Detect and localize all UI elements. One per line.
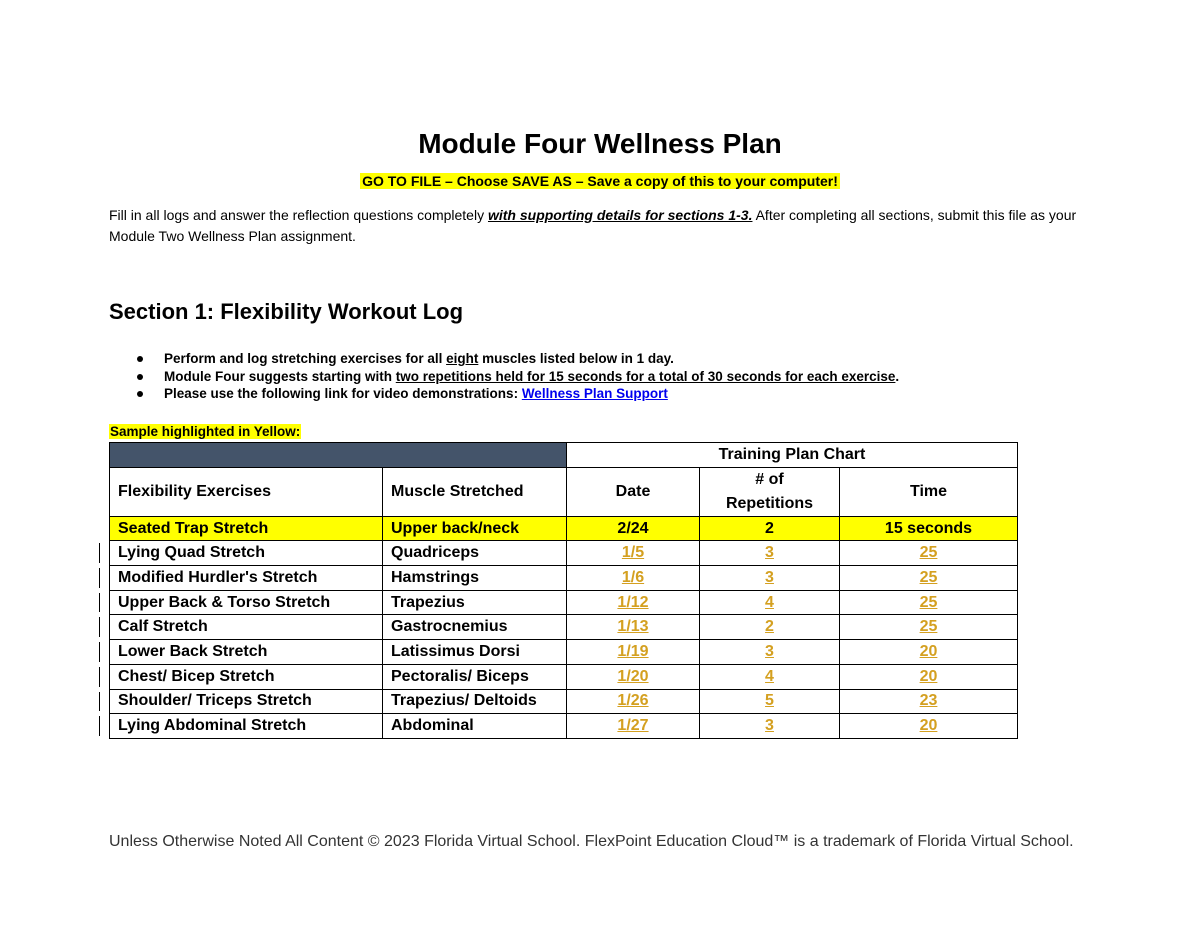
time-value: 20: [919, 667, 938, 685]
table-title-row: [110, 443, 1018, 468]
muscle-value: Hamstrings: [391, 568, 480, 586]
sample-exercise: Seated Trap Stretch: [110, 516, 383, 541]
date-value: 1/12: [617, 593, 649, 611]
copyright-footer: Unless Otherwise Noted All Content © 2023 Florida Virtual School. FlexPoint Education Cloud™ is a trademark of Florida Virtual School.: [109, 833, 1074, 850]
repetitions-value: 4: [765, 593, 774, 611]
repetitions-value: 3: [765, 717, 774, 735]
time-value: 20: [919, 717, 938, 735]
muscle-value: Gastrocnemius: [391, 618, 508, 636]
exercise-value: Lower Back Stretch: [118, 642, 268, 660]
table-row: [110, 664, 1018, 689]
cell-time[interactable]: [840, 714, 1018, 739]
time-value: 25: [919, 568, 938, 586]
cell-exercise[interactable]: [110, 640, 383, 665]
cell-time[interactable]: [840, 689, 1018, 714]
flexibility-log-table: [109, 442, 1018, 739]
instruction-text: Module Four suggests starting with: [164, 368, 396, 384]
cell-date[interactable]: [567, 541, 700, 566]
instruction-item: [109, 350, 899, 368]
cell-exercise[interactable]: [110, 615, 383, 640]
cell-repetitions[interactable]: [700, 615, 840, 640]
save-notice-text: GO TO FILE – Choose SAVE AS – Save a copy of this to your computer!: [362, 173, 838, 189]
cell-muscle[interactable]: [383, 689, 567, 714]
date-value: 1/5: [621, 544, 645, 562]
cell-exercise[interactable]: [110, 689, 383, 714]
table-header-shade: [110, 443, 567, 468]
table-row: [110, 566, 1018, 591]
exercise-value: Modified Hurdler's Stretch: [118, 568, 318, 586]
cell-exercise[interactable]: [110, 714, 383, 739]
time-value: 25: [919, 544, 938, 562]
instruction-text: muscles listed below in 1 day.: [478, 351, 674, 366]
sample-row: [110, 516, 1018, 541]
training-plan-chart-title: Training Plan Chart: [567, 443, 1018, 468]
date-value: 1/20: [617, 667, 649, 685]
date-value: 1/13: [617, 618, 649, 636]
cell-repetitions[interactable]: [700, 640, 840, 665]
table-header-row: [110, 467, 1018, 516]
intro-text-2: After completing all sections, submit this file as your Module Two Wellness Plan assignment.: [109, 207, 1077, 244]
sample-date: 2/24: [567, 516, 700, 541]
instruction-text: Please use the following link for video demonstrations:: [164, 386, 522, 401]
cell-muscle[interactable]: [383, 615, 567, 640]
cell-date[interactable]: [567, 664, 700, 689]
repetitions-value: 4: [765, 667, 774, 685]
repetitions-value: 3: [765, 568, 774, 586]
repetitions-value: 5: [765, 692, 774, 710]
cell-time[interactable]: [840, 615, 1018, 640]
repetitions-value: 2: [765, 618, 774, 636]
muscle-value: Trapezius: [391, 593, 465, 611]
instruction-text: Perform and log stretching exercises for all: [164, 351, 447, 366]
section-title: Section 1: Flexibility Workout Log: [109, 299, 464, 324]
cell-repetitions[interactable]: [700, 590, 840, 615]
exercise-value: Chest/ Bicep Stretch: [118, 667, 275, 685]
cell-exercise[interactable]: [110, 541, 383, 566]
cell-time[interactable]: [840, 566, 1018, 591]
exercise-value: Lying Abdominal Stretch: [118, 717, 307, 735]
repetitions-value: 3: [765, 642, 774, 660]
row-marker: [99, 543, 100, 563]
time-value: 23: [919, 692, 938, 710]
instruction-item: [109, 368, 899, 386]
row-marker: [99, 716, 100, 736]
cell-muscle[interactable]: [383, 640, 567, 665]
cell-exercise[interactable]: [110, 566, 383, 591]
intro-text-1: Fill in all logs and answer the reflection questions completely: [109, 207, 488, 223]
instruction-underline: two repetitions held for 15 seconds for a total of 30 seconds for each exercise: [395, 368, 896, 384]
muscle-value: Quadriceps: [391, 544, 480, 562]
sample-repetitions: 2: [700, 516, 840, 541]
cell-muscle[interactable]: [383, 714, 567, 739]
cell-muscle[interactable]: [383, 566, 567, 591]
table-row: [110, 714, 1018, 739]
table-row: [110, 689, 1018, 714]
cell-date[interactable]: [567, 640, 700, 665]
row-marker: [99, 642, 100, 662]
exercise-value: Lying Quad Stretch: [118, 544, 265, 562]
exercise-value: Upper Back & Torso Stretch: [118, 593, 331, 611]
page-title: Module Four Wellness Plan: [418, 128, 782, 159]
cell-exercise[interactable]: [110, 664, 383, 689]
save-notice: [0, 173, 1200, 189]
time-value: 25: [919, 593, 938, 611]
instruction-item: [109, 385, 899, 403]
exercise-value: Calf Stretch: [118, 618, 208, 636]
sample-muscle: Upper back/neck: [383, 516, 567, 541]
row-marker: [99, 667, 100, 687]
date-value: 1/26: [617, 692, 649, 710]
cell-time[interactable]: [840, 541, 1018, 566]
cell-repetitions[interactable]: [700, 689, 840, 714]
date-value: 1/19: [617, 642, 649, 660]
date-value: 1/6: [621, 568, 645, 586]
time-value: 25: [919, 618, 938, 636]
muscle-value: Trapezius/ Deltoids: [391, 692, 537, 710]
time-value: 20: [919, 642, 938, 660]
muscle-value: Abdominal: [391, 717, 474, 735]
cell-repetitions[interactable]: [700, 566, 840, 591]
instruction-text: .: [895, 368, 900, 384]
cell-repetitions[interactable]: [700, 541, 840, 566]
cell-muscle[interactable]: [383, 541, 567, 566]
col-header-exercise: Flexibility Exercises: [110, 467, 383, 516]
cell-date[interactable]: [567, 590, 700, 615]
cell-date[interactable]: [567, 714, 700, 739]
wellness-plan-support-link[interactable]: Wellness Plan Support: [521, 386, 668, 401]
col-header-repetitions-text: # of Repetitions: [725, 470, 814, 512]
muscle-value: Pectoralis/ Biceps: [391, 667, 529, 685]
cell-repetitions[interactable]: [700, 664, 840, 689]
cell-muscle[interactable]: [383, 664, 567, 689]
cell-muscle[interactable]: [383, 590, 567, 615]
cell-exercise[interactable]: [110, 590, 383, 615]
col-header-date: Date: [567, 467, 700, 516]
sample-time: 15 seconds: [840, 516, 1018, 541]
exercise-value: Shoulder/ Triceps Stretch: [118, 692, 312, 710]
cell-date[interactable]: [567, 689, 700, 714]
intro-emphasis: with supporting details for sections 1-3.: [487, 207, 753, 223]
col-header-repetitions: [700, 467, 840, 516]
cell-date[interactable]: [567, 615, 700, 640]
cell-repetitions[interactable]: [700, 714, 840, 739]
table-row: [110, 541, 1018, 566]
muscle-value: Latissimus Dorsi: [391, 642, 520, 660]
repetitions-value: 3: [765, 544, 774, 562]
col-header-muscle: Muscle Stretched: [383, 467, 567, 516]
cell-time[interactable]: [840, 590, 1018, 615]
table-row: [110, 640, 1018, 665]
cell-date[interactable]: [567, 566, 700, 591]
row-marker: [99, 568, 100, 588]
table-row: [110, 590, 1018, 615]
sample-label: Sample highlighted in Yellow:: [110, 424, 301, 439]
date-value: 1/27: [617, 717, 649, 735]
row-marker: [99, 617, 100, 637]
instruction-list: [109, 350, 899, 403]
cell-time[interactable]: [840, 640, 1018, 665]
col-header-time: Time: [840, 467, 1018, 516]
row-marker: [99, 593, 100, 613]
instruction-underline: eight: [446, 351, 479, 366]
intro-paragraph: [109, 205, 1099, 247]
table-row: [110, 615, 1018, 640]
cell-time[interactable]: [840, 664, 1018, 689]
row-marker: [99, 692, 100, 712]
